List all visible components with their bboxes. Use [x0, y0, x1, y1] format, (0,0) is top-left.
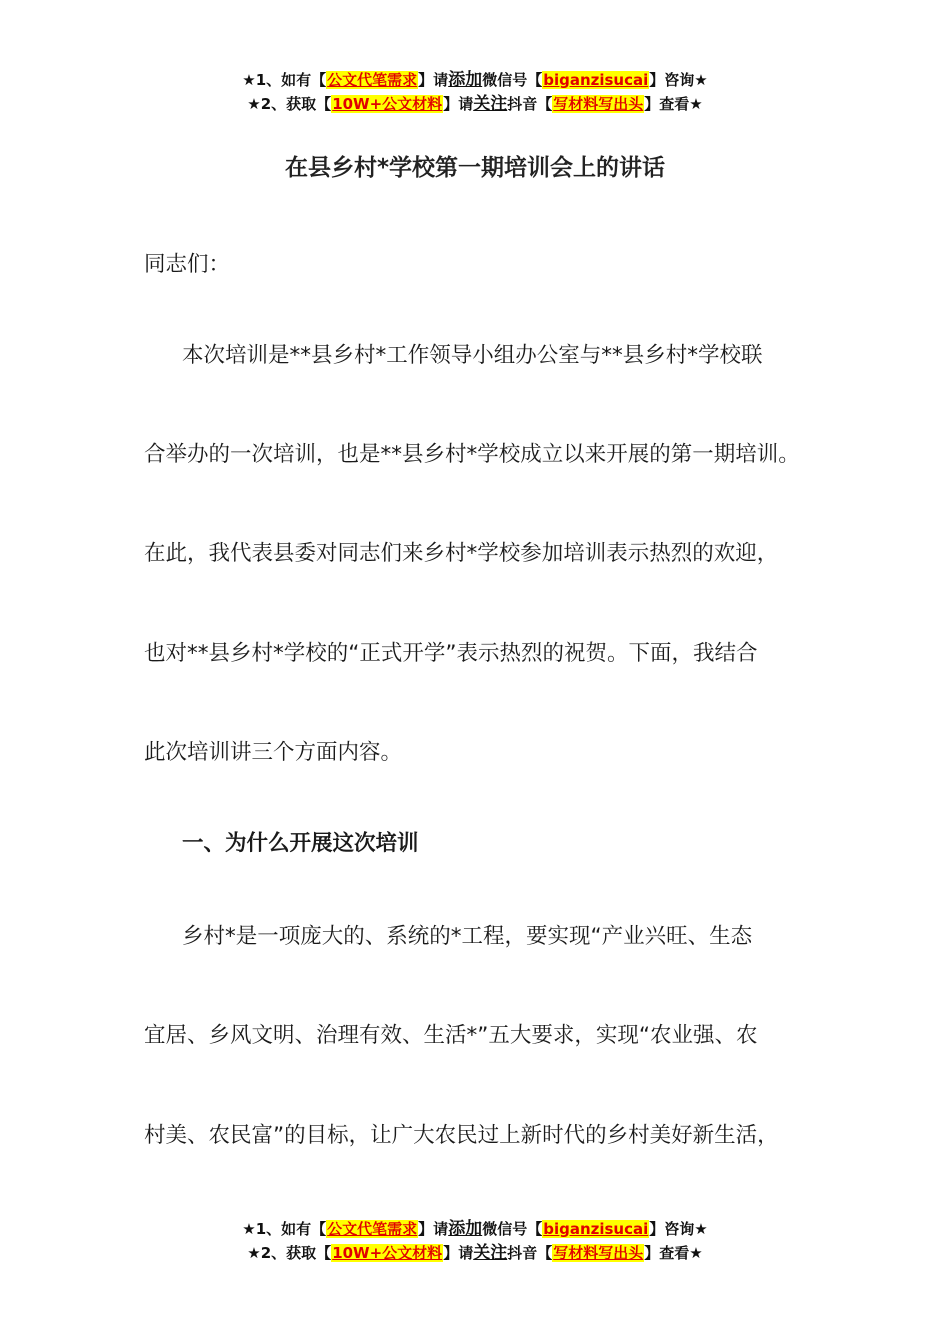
paragraph-line: 乡村*是一项庞大的、系统的*工程，要实现“产业兴旺、生态 [182, 924, 753, 949]
banner-emphasis: 关注 [473, 1243, 508, 1263]
banner-emphasis: 添加 [448, 70, 483, 90]
banner-highlight: 公文代笔需求 [327, 71, 418, 89]
banner-text: 】请 [443, 95, 474, 113]
banner-text: 】请 [418, 71, 449, 89]
banner-text: 】咨询★ [649, 1220, 708, 1238]
banner-douyin-id: 写材料写出头 [553, 95, 644, 113]
section-heading: 一、为什么开展这次培训 [182, 831, 419, 856]
footer-banner [0, 1217, 950, 1265]
banner-line-1 [0, 68, 950, 92]
paragraph-line: 也对**县乡村*学校的“正式开学”表示热烈的祝贺。下面，我结合 [144, 641, 758, 666]
banner-line-1 [0, 1217, 950, 1241]
banner-text: 】请 [418, 1220, 449, 1238]
paragraph-line: 合举办的一次培训，也是**县乡村*学校成立以来开展的第一期培训。 [144, 442, 800, 467]
banner-wechat-id: biganzisucai [543, 71, 649, 89]
banner-emphasis: 添加 [448, 1219, 483, 1239]
document-title: 在县乡村*学校第一期培训会上的讲话 [284, 155, 666, 181]
banner-line-2 [0, 92, 950, 116]
paragraph-line: 本次培训是**县乡村*工作领导小组办公室与**县乡村*学校联 [182, 343, 763, 368]
banner-text: 微信号【 [482, 1220, 543, 1238]
banner-highlight: 10W+公文材料 [332, 95, 443, 113]
salutation: 同志们： [144, 252, 231, 277]
header-banner [0, 68, 950, 116]
paragraph-line: 在此，我代表县委对同志们来乡村*学校参加培训表示热烈的欢迎， [144, 541, 779, 566]
paragraph-line: 宜居、乡风文明、治理有效、生活*”五大要求，实现“农业强、农 [144, 1023, 758, 1048]
banner-text: 】查看★ [644, 1244, 703, 1262]
banner-text: ★2、获取【 [247, 1244, 332, 1262]
banner-text: 微信号【 [482, 71, 543, 89]
banner-highlight: 10W+公文材料 [332, 1244, 443, 1262]
banner-text: 】咨询★ [649, 71, 708, 89]
banner-douyin-id: 写材料写出头 [553, 1244, 644, 1262]
banner-highlight: 公文代笔需求 [327, 1220, 418, 1238]
banner-wechat-id: biganzisucai [543, 1220, 649, 1238]
banner-text: 抖音【 [507, 1244, 553, 1262]
banner-text: ★1、如有【 [242, 1220, 327, 1238]
banner-text: ★2、获取【 [247, 95, 332, 113]
paragraph-line: 此次培训讲三个方面内容。 [144, 740, 403, 765]
banner-text: 抖音【 [507, 95, 553, 113]
banner-text: ★1、如有【 [242, 71, 327, 89]
banner-text: 】查看★ [644, 95, 703, 113]
banner-line-2 [0, 1241, 950, 1265]
banner-text: 】请 [443, 1244, 474, 1262]
banner-emphasis: 关注 [473, 94, 508, 114]
paragraph-line: 村美、农民富”的目标，让广大农民过上新时代的乡村美好新生活， [144, 1123, 779, 1148]
